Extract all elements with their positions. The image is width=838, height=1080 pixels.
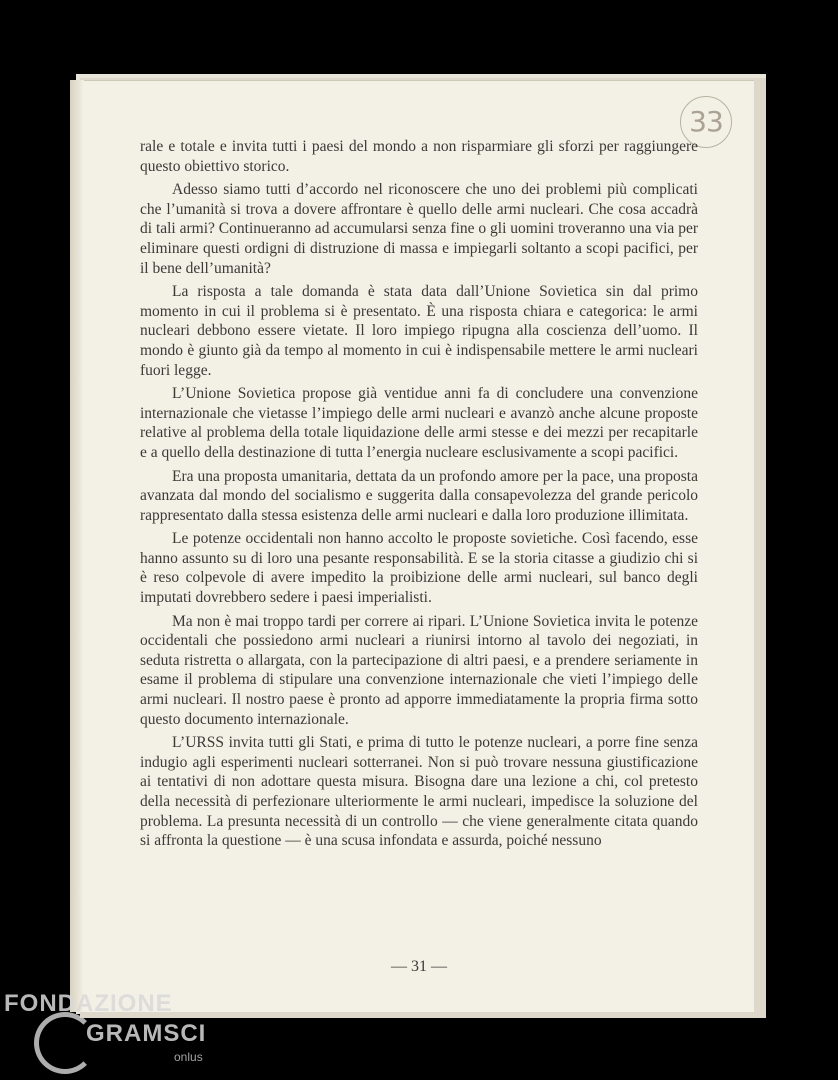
- watermark-line-3: onlus: [174, 1050, 203, 1064]
- paragraph-4: L’Unione Sovietica propose già ventidue anni fa di concludere una convenzione internazionale che vietasse l’impiego delle armi nucleari e avanzò anche alcune proposte relative al problema della totale liquidazione delle armi stesse e dei mezzi per recapitarle e a quello della destinazione di tutta l’energia nucleare esclusivamente a scopi pacifici.: [140, 385, 698, 461]
- page-number: [0, 958, 838, 976]
- page-number-text: — 31 —: [391, 958, 447, 975]
- paragraph-6: Le potenze occidentali non hanno accolto le proposte sovietiche. Così facendo, esse hanno assunto su di loro una pesante responsabilità. E se la storia citasse a giudizio chi si è reso colpevole di avere impedito la proibizione delle armi nucleari, sul banco degli imputati dovrebbero sedere i paesi imperialisti.: [140, 530, 698, 607]
- paragraph-5: Era una proposta umanitaria, dettata da un profondo amore per la pace, una proposta avanzata dal mondo del socialismo e suggerita dalla consapevolezza del grande pericolo rappresentato dalla stessa esistenza delle armi nucleari e dalla loro produzione illimitata.: [140, 467, 698, 524]
- page-binding-shadow: [70, 80, 84, 1012]
- archive-stamp: 33: [680, 96, 732, 148]
- body-text: [140, 137, 698, 855]
- paragraph-8: L’URSS invita tutti gli Stati, e prima di tutto le potenze nucleari, a porre fine senza indugio agli esperimenti nucleari sotterranei. Non si può trovare nessuna giustificazione ai tentativi di non adottare questa misura. Bisogna dare una lezione a chi, col pretesto della necessità di perfezionare ulteriormente le armi nucleari, impedisce la soluzione del problema. La presunta necessità di un controllo — che viene generalmente citata quando si affronta la questione — è una scusa infondata e assurda, poiché nessuno: [140, 734, 698, 850]
- watermark-line-2: GRAMSCI: [86, 1020, 207, 1047]
- paragraph-7: Ma non è mai troppo tardi per correre ai ripari. L’Unione Sovietica invita le potenze occidentali che possiedono armi nucleari a riunirsi intorno al tavolo dei negoziati, in seduta ristretta o allargata, con la partecipazione di altri paesi, e a prendere seriamente in esame il problema di stipulare una convenzione internazionale che vieti l’impiego delle armi nucleari. Il nostro paese è pronto ad apporre immediatamente la propria firma sotto questo documento internazionale.: [140, 612, 698, 728]
- paragraph-2: Adesso siamo tutti d’accordo nel riconoscere che uno dei problemi più complicati che l’umanità si trova a dovere affrontare è quello delle armi nucleari. Che cosa accadrà di tali armi? Continueranno ad accumularsi senza fine o gli uomini troveranno una via per eliminare questi ordigni di distruzione di massa e impiegarli soltanto a scopi pacifici, per il bene dell’umanità?: [140, 181, 698, 277]
- paragraph-1: rale e totale e invita tutti i paesi del mondo a non risparmiare gli sforzi per raggiungere questo obiettivo storico.: [140, 138, 698, 175]
- paragraph-3: La risposta a tale domanda è stata data dall’Unione Sovietica sin dal primo momento in cui il problema si è presentato. È una risposta chiara e categorica: le armi nucleari debbono essere vietate. Il loro impiego ripugna alla coscienza dell’uomo. Il mondo è giunto già da tempo al momento in cui è indispensabile mettere le armi nucleari fuori legge.: [140, 283, 698, 379]
- watermark-line-1: FONDAZIONE: [4, 990, 173, 1017]
- fondazione-gramsci-watermark: [4, 990, 264, 1080]
